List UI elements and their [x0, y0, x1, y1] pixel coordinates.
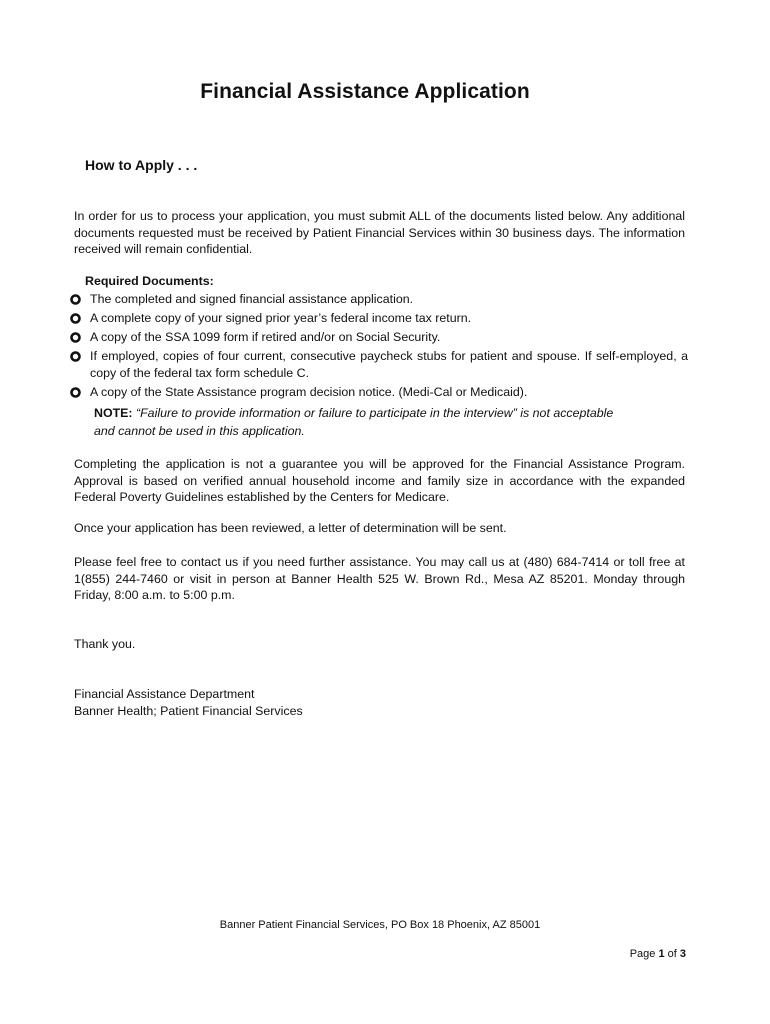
list-item — [68, 291, 688, 308]
circle-bullet-icon — [70, 313, 81, 324]
page-label: Page — [629, 948, 659, 960]
list-item-text: A copy of the State Assistance program decision notice. (Medi-Cal or Medicaid). — [90, 385, 528, 399]
review-paragraph: Once your application has been reviewed, a letter of determination will be sent. — [74, 521, 507, 535]
required-documents-heading: Required Documents: — [85, 274, 214, 288]
list-item — [68, 329, 688, 346]
page-title: Financial Assistance Application — [200, 80, 530, 103]
list-item — [68, 348, 688, 382]
page-total: 3 — [679, 948, 686, 960]
list-item — [68, 310, 688, 327]
how-to-apply-heading: How to Apply . . . — [85, 157, 198, 173]
signature-organization: Banner Health; Patient Financial Services — [74, 703, 303, 718]
circle-bullet-icon — [70, 294, 81, 305]
note-block — [94, 404, 614, 440]
list-item-text: If employed, copies of four current, consecutive paycheck stubs for patient and spouse. If self-employed, a copy of the federal tax form schedule C. — [90, 349, 688, 380]
list-item-text: A complete copy of your signed prior year’s federal income tax return. — [90, 311, 472, 325]
list-item — [68, 384, 688, 401]
signature-block — [74, 686, 685, 719]
list-item-text: The completed and signed financial assistance application. — [90, 292, 414, 306]
signature-department: Financial Assistance Department — [74, 687, 255, 701]
contact-paragraph: Please feel free to contact us if you need further assistance. You may call us at (480) 684-7414 or toll free at 1(855) 244-7460 or visit in person at Banner Health 525 W. Brown Rd., Mesa AZ 85201. Monday through Friday, 8:00 a.m. to 5:00 p.m. — [74, 555, 685, 602]
circle-bullet-icon — [70, 387, 81, 398]
required-documents-list — [68, 291, 688, 403]
intro-paragraph: In order for us to process your application, you must submit ALL of the documents listed below. Any additional documents requested must be received by Patient Financial Services within 30 business days. The information received will remain confidential. — [74, 209, 685, 256]
page-number — [630, 948, 686, 960]
circle-bullet-icon — [70, 351, 81, 362]
list-item-text: A copy of the SSA 1099 form if retired and/or on Social Security. — [90, 330, 441, 344]
page-of-label: of — [664, 948, 680, 960]
note-text: “Failure to provide information or failure to participate in the interview” is not acceptable and cannot be used in this application. — [94, 406, 614, 438]
page-current: 1 — [658, 948, 665, 960]
thank-you-text: Thank you. — [74, 637, 136, 651]
circle-bullet-icon — [70, 332, 81, 343]
note-label: NOTE: — [94, 406, 133, 420]
footer-address: Banner Patient Financial Services, PO Box 18 Phoenix, AZ 85001 — [219, 919, 541, 931]
completing-paragraph: Completing the application is not a guarantee you will be approved for the Financial Assistance Program. Approval is based on verified annual household income and family size in accordance with the expanded Federal Poverty Guidelines established by the Centers for Medicare. — [74, 457, 685, 504]
